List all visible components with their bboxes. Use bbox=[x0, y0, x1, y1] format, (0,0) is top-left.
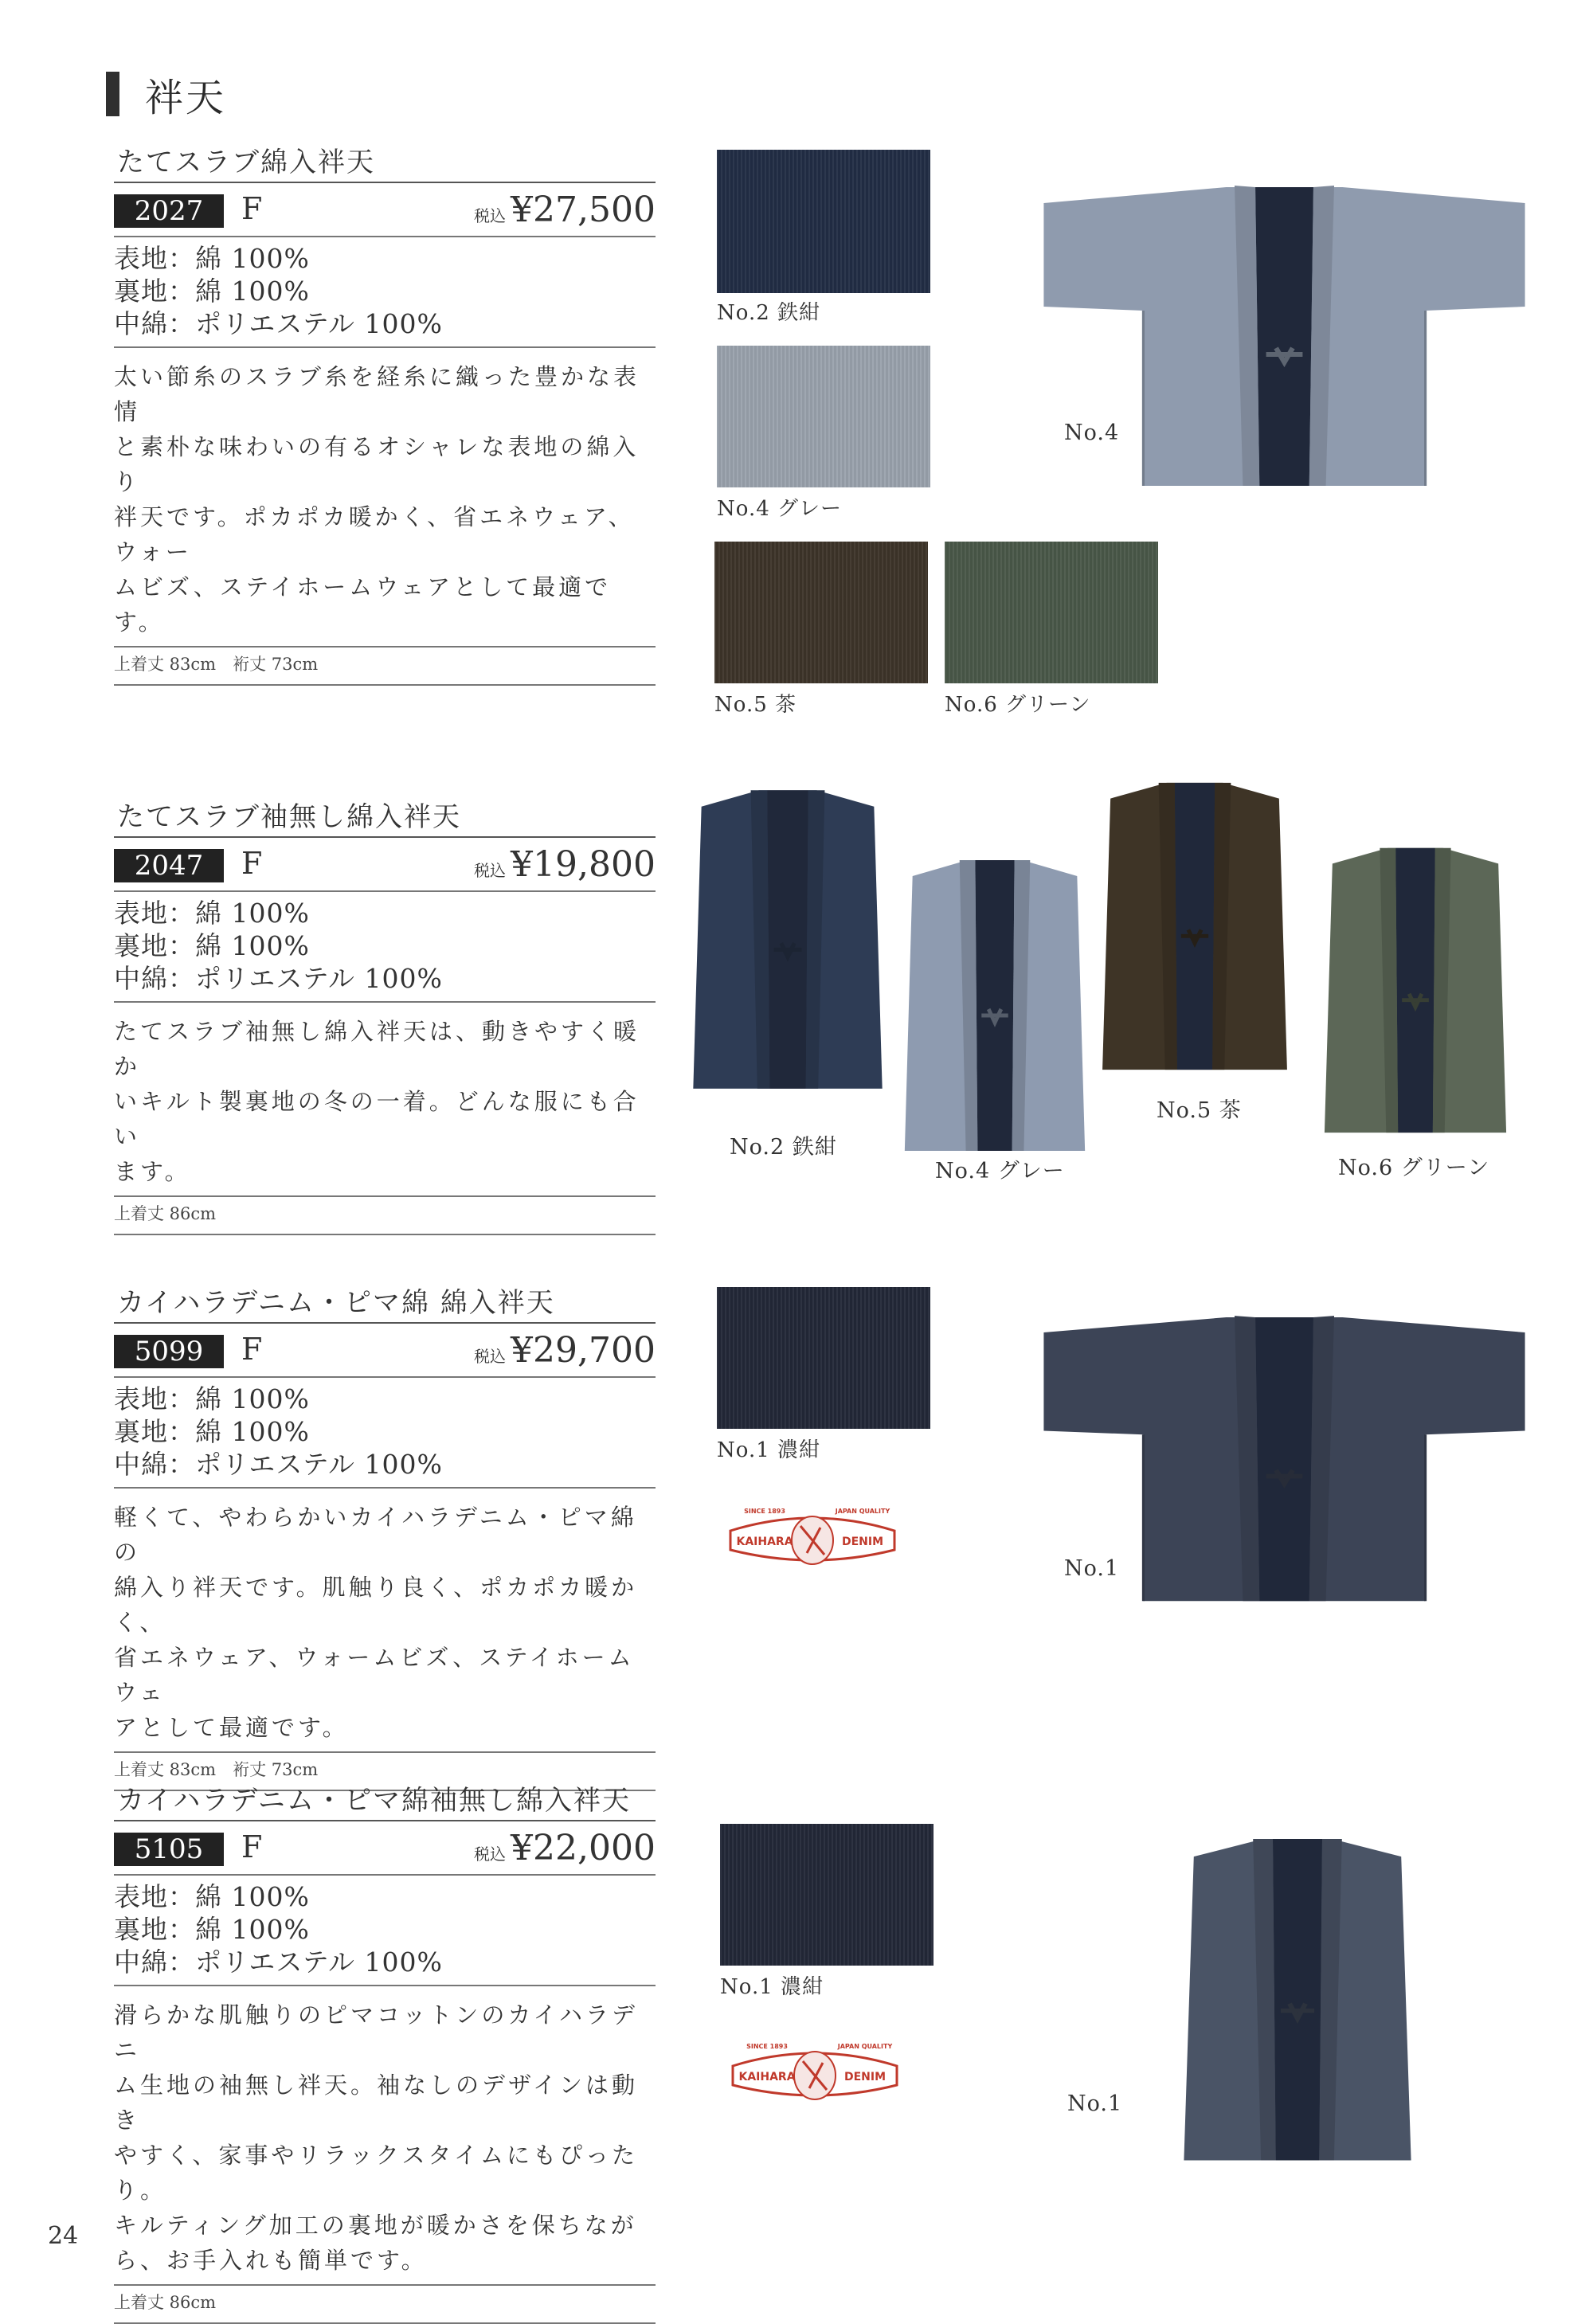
spec-outer: 表地：綿 100% bbox=[114, 1383, 310, 1414]
product-code-badge: 5105 bbox=[114, 1833, 224, 1866]
description-line: アとして最適です。 bbox=[114, 1714, 349, 1741]
kaihara-denim-logo bbox=[721, 1497, 904, 1577]
product-5099 bbox=[114, 1282, 656, 1791]
swatch-label: No.1 濃紺 bbox=[720, 1975, 824, 1999]
product-code-row bbox=[114, 1330, 656, 1376]
vest-photo bbox=[1317, 840, 1514, 1137]
product-size: F bbox=[241, 1332, 263, 1367]
material-specs bbox=[114, 236, 656, 340]
swatch-label: No.6 グリーン bbox=[945, 693, 1091, 717]
kaihara-denim-logo bbox=[723, 2033, 906, 2112]
spec-lining: 裏地：綿 100% bbox=[114, 1914, 310, 1945]
product-description bbox=[114, 1001, 656, 1195]
svg-text:KAIHARA: KAIHARA bbox=[736, 1536, 793, 1548]
garment-label: No.4 グレー bbox=[935, 1159, 1065, 1184]
product-name: たてスラブ綿入袢天 bbox=[114, 142, 656, 183]
product-2047 bbox=[114, 796, 656, 1235]
price-value: ¥27,500 bbox=[511, 190, 656, 230]
material-specs bbox=[114, 1874, 656, 1978]
vest-photo bbox=[1094, 775, 1295, 1074]
garment-label: No.4 bbox=[1064, 421, 1120, 445]
measurements: 上着丈 83cm 裄丈 73cm bbox=[114, 646, 656, 686]
description-line: 袢天です。ポカポカ暖かく、省エネウェア、ウォー bbox=[114, 503, 635, 565]
vest-photo bbox=[1174, 1830, 1421, 2165]
product-description bbox=[114, 346, 656, 646]
swatch-label: No.5 茶 bbox=[714, 693, 797, 717]
product-2027 bbox=[114, 142, 656, 686]
spec-lining: 裏地：綿 100% bbox=[114, 276, 310, 307]
fabric-swatch bbox=[717, 150, 930, 293]
description-line: 綿入り袢天です。肌触り良く、ポカポカ暖かく、 bbox=[114, 1574, 638, 1636]
svg-text:JAPAN QUALITY: JAPAN QUALITY bbox=[837, 2043, 893, 2050]
product-name: カイハラデニム・ピマ綿袖無し綿入袢天 bbox=[114, 1780, 656, 1821]
fabric-swatch bbox=[945, 542, 1158, 683]
measurements: 上着丈 86cm bbox=[114, 1195, 656, 1235]
description-line: 軽くて、やわらかいカイハラデニム・ピマ綿の bbox=[114, 1504, 637, 1566]
spec-lining: 裏地：綿 100% bbox=[114, 930, 310, 961]
product-size: F bbox=[241, 1829, 263, 1864]
svg-text:DENIM: DENIM bbox=[843, 2071, 887, 2083]
description-line: と素朴な味わいの有るオシャレな表地の綿入り bbox=[114, 433, 640, 495]
swatch-label: No.4 グレー bbox=[717, 497, 843, 521]
fabric-swatch bbox=[717, 1287, 930, 1429]
price-value: ¥19,800 bbox=[511, 844, 656, 885]
section-title: 袢天 bbox=[145, 76, 227, 120]
vest-photo bbox=[897, 852, 1093, 1155]
description-line: 滑らかな肌触りのピマコットンのカイハラデニ bbox=[114, 2001, 638, 2064]
swatch-label: No.2 鉄紺 bbox=[717, 301, 821, 325]
product-description bbox=[114, 1487, 656, 1751]
garment-label: No.1 bbox=[1067, 2091, 1123, 2116]
material-specs bbox=[114, 1376, 656, 1481]
spec-outer: 表地：綿 100% bbox=[114, 243, 310, 274]
spec-lining: 裏地：綿 100% bbox=[114, 1416, 310, 1447]
spec-filling: 中綿：ポリエステル 100% bbox=[114, 1946, 443, 1978]
svg-text:SINCE 1893: SINCE 1893 bbox=[746, 2043, 788, 2050]
description-line: 太い節糸のスラブ糸を経糸に織った豊かな表情 bbox=[114, 363, 640, 425]
garment-label: No.1 bbox=[1064, 1556, 1120, 1581]
product-name: カイハラデニム・ピマ綿 綿入袢天 bbox=[114, 1282, 656, 1324]
description-line: ム生地の袖無し袢天。袖なしのデザインは動き bbox=[114, 2072, 638, 2134]
product-price bbox=[474, 1330, 656, 1371]
tax-label: 税込 bbox=[474, 861, 507, 880]
product-price bbox=[474, 844, 656, 885]
tax-label: 税込 bbox=[474, 1347, 507, 1366]
fabric-swatch bbox=[714, 542, 928, 683]
description-line: ら、お手入れも簡単です。 bbox=[114, 2247, 428, 2274]
tax-label: 税込 bbox=[474, 1845, 507, 1864]
swatch-label: No.1 濃紺 bbox=[717, 1438, 821, 1462]
fabric-swatch bbox=[717, 346, 930, 487]
section-heading-bar bbox=[106, 72, 119, 116]
description-line: ます。 bbox=[114, 1158, 191, 1185]
product-name: たてスラブ袖無し綿入袢天 bbox=[114, 796, 656, 838]
product-code-row bbox=[114, 1828, 656, 1874]
measurements: 上着丈 83cm 裄丈 73cm bbox=[114, 1751, 656, 1791]
price-value: ¥29,700 bbox=[511, 1330, 656, 1371]
spec-filling: 中綿：ポリエステル 100% bbox=[114, 308, 443, 339]
spec-outer: 表地：綿 100% bbox=[114, 1881, 310, 1912]
product-size: F bbox=[241, 846, 263, 881]
material-specs bbox=[114, 890, 656, 995]
spec-filling: 中綿：ポリエステル 100% bbox=[114, 963, 443, 994]
description-line: ムビズ、ステイホームウェアとして最適です。 bbox=[114, 573, 612, 636]
svg-text:SINCE 1893: SINCE 1893 bbox=[744, 1508, 785, 1515]
product-description bbox=[114, 1985, 656, 2284]
spec-outer: 表地：綿 100% bbox=[114, 898, 310, 929]
product-5105 bbox=[114, 1780, 656, 2324]
garment-label: No.6 グリーン bbox=[1338, 1156, 1490, 1180]
description-line: 省エネウェア、ウォームビズ、ステイホームウェ bbox=[114, 1644, 635, 1706]
vest-photo bbox=[685, 782, 890, 1093]
fabric-swatch bbox=[720, 1824, 933, 1966]
svg-text:DENIM: DENIM bbox=[841, 1536, 884, 1548]
tax-label: 税込 bbox=[474, 206, 507, 225]
description-line: いキルト製裏地の冬の一着。どんな服にも合い bbox=[114, 1088, 640, 1150]
measurements: 上着丈 86cm bbox=[114, 2284, 656, 2324]
description-line: キルティング加工の裏地が暖かさを保ちなが bbox=[114, 2212, 637, 2239]
description-line: やすく、家事やリラックスタイムにもぴったり。 bbox=[114, 2142, 638, 2204]
garment-label: No.2 鉄紺 bbox=[730, 1135, 837, 1160]
svg-text:KAIHARA: KAIHARA bbox=[738, 2071, 796, 2083]
product-price bbox=[474, 1828, 656, 1868]
garment-label: No.5 茶 bbox=[1157, 1098, 1242, 1123]
product-price bbox=[474, 190, 656, 230]
product-code-badge: 2047 bbox=[114, 849, 224, 882]
spec-filling: 中綿：ポリエステル 100% bbox=[114, 1449, 443, 1480]
product-code-badge: 2027 bbox=[114, 194, 224, 228]
description-line: たてスラブ袖無し綿入袢天は、動きやすく暖か bbox=[114, 1018, 640, 1080]
svg-text:JAPAN QUALITY: JAPAN QUALITY bbox=[835, 1508, 890, 1515]
product-size: F bbox=[241, 191, 263, 226]
product-code-badge: 5099 bbox=[114, 1335, 224, 1368]
page-number: 24 bbox=[48, 2222, 79, 2250]
product-code-row bbox=[114, 190, 656, 236]
product-code-row bbox=[114, 844, 656, 890]
price-value: ¥22,000 bbox=[511, 1828, 656, 1868]
